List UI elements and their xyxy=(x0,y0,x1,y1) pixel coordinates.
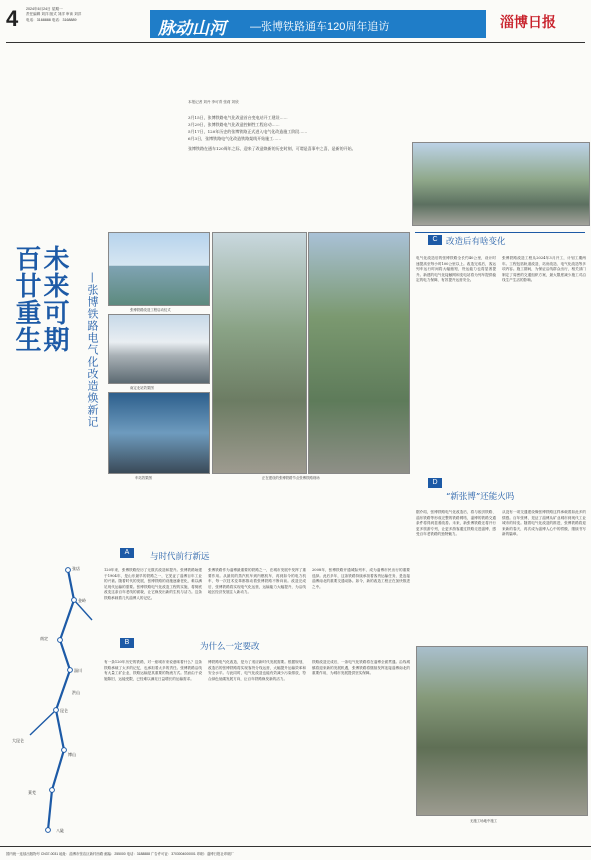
section-heading: 与时代前行新远 xyxy=(150,552,210,562)
meta-line: 责任编辑 刘洋 版式 刘洋 审读 刘洋 xyxy=(26,12,82,17)
station-dot xyxy=(72,598,77,603)
photo-caption: 张博铁路改造工程启动仪式 xyxy=(130,308,171,312)
map-station-label: 淄川 xyxy=(74,668,82,673)
section-heading: 为什么一定要改 xyxy=(200,642,260,652)
article-column: 据介绍，张博铁路电气化改造后，将与胶济铁路、淄东铁路等形成完整的铁路网络，淄博的铁路交通条件将得到显著改善。未来，新张博铁路还将开行更多旅游专列，让更多游客通过铁路走进淄博，感受百年老铁路的独特魅力。 xyxy=(416,510,496,537)
article-column: 铁路改造完成后，一条电气化铁路将在淄博全面贯通。沿线城镇将迎来新的发展机遇，张博铁路将继续发挥连接淄博南北的重要作用，为城市发展提供坚实保障。 xyxy=(312,660,410,676)
station-dot xyxy=(68,668,73,673)
article-column: 博铁路电气化改造，是为了适应新时代发展需要。根据规划，改造后的张博铁路将实现客货分线运营，大幅提升运输效率和安全水平。与此同时，电气化改造也能有效减少污染排放，符合绿色低碳发展方向，让百年铁路焕发新的活力。 xyxy=(208,660,306,681)
section-heading: 改造后有啥变化 xyxy=(446,237,506,247)
meta-line: 电话：3168888 电话：3168889 xyxy=(26,17,77,22)
station-dot xyxy=(58,638,63,643)
construction-photo xyxy=(212,232,307,474)
intro-line: 张博铁路在通车120周年之际，迎来了改造焕新的历史时刻，可谓是喜事中之喜，是新的开始。 xyxy=(188,146,356,151)
station-dot xyxy=(66,568,71,573)
map-station-label: 金岭 xyxy=(78,598,86,603)
section-mark: D xyxy=(428,478,442,488)
header-rule xyxy=(6,42,585,43)
track-photo xyxy=(416,646,588,816)
byline: 本报记者 刘丹 李可青 张莉 刘欣 xyxy=(188,100,239,104)
article-column: 电气化改造后的张博铁路全长约40公里，设计时速提高至每小时100公里以上。改造完成后，客运列车运行时间将大幅缩短，货运能力也将显著提升。新建的电气化接触网和变电站将为列车提供稳定的电力保障，有效提升运营安全。 xyxy=(416,256,496,283)
map-station-label: 莱芜 xyxy=(28,790,36,795)
photo-caption: 南定北站效果图 xyxy=(130,386,154,390)
station-rendering xyxy=(108,314,210,384)
ceremony-photo xyxy=(108,232,210,306)
station-dot xyxy=(62,748,67,753)
section-mark: A xyxy=(120,548,134,558)
article-column: 有一条120年历史的铁路，对一座城市来说意味着什么？这条铁路承载了太多的记忆，也承担着太多的责任。张博铁路沿线有大量工矿企业，铁路运输是其重要的物流方式。然而由于设施陈旧，运能受限，已经难以满足日益增长的运输需求。 xyxy=(104,660,202,681)
section-mark: B xyxy=(120,638,134,648)
section-mark: C xyxy=(428,235,442,245)
map-station-label: 博山 xyxy=(68,752,76,757)
map-station-label: 洪山 xyxy=(72,690,80,695)
newspaper-logo: 淄博日报 xyxy=(500,15,556,31)
photo-caption: 正在建设的张博铁路节点张博铁路现场 xyxy=(262,476,320,480)
route-map xyxy=(8,560,100,840)
article-column: 2008年，张博铁路开通城际列车，成为淄博市民出行的重要选择。此后多年，这条铁路持续承担着客货运输任务，是连接淄博南北的重要交通动脉。如今，新的改造工程正在加快推进之中。 xyxy=(312,568,410,589)
station-dot xyxy=(50,788,55,793)
banner-title: 脉动山河 xyxy=(158,19,226,39)
edition-meta xyxy=(26,7,146,23)
photo-caption: 无施工场地中施工 xyxy=(470,819,498,823)
map-station-label: 昆仑 xyxy=(60,708,68,713)
article-column: 从没有一项交通建设像张博铁路这样承载着如此多的情感。百年张博，见证了淄博从矿业城市到现代工业城市的转变。随着电气化改造的推进，张博铁路将迎来新的春天，再次成为淄博人心中的骄傲，继续书写新的篇章。 xyxy=(502,510,586,537)
map-station-label: 张店 xyxy=(72,566,80,571)
city-rail-photo xyxy=(412,142,590,226)
map-station-label: 南定 xyxy=(40,636,48,641)
intro-line: 3月29日，张博铁路电气化改造控制性工程启动…… xyxy=(188,122,280,127)
map-station-label: 大昆仑 xyxy=(12,738,24,743)
page-number: 4 xyxy=(6,6,19,31)
intro-line: 5月17日，120年历史的张博铁路正式进入电气化改造施工阶段…… xyxy=(188,129,308,134)
photo-caption: 车站效果图 xyxy=(135,476,152,480)
banner-subtitle: —张博铁路通车120周年追访 xyxy=(250,21,390,33)
section-heading: “新张博”还能火吗 xyxy=(446,492,515,502)
station-dot xyxy=(46,828,51,833)
section-rule xyxy=(415,232,585,233)
railway-aerial-photo xyxy=(308,232,410,474)
station-dot xyxy=(54,708,59,713)
station-night-rendering xyxy=(108,392,210,474)
headline-part-1: 百廿重生 xyxy=(11,245,41,353)
branch-line xyxy=(30,710,56,735)
page-footer: 国内统一连续出版物号 CN37-0031 地址：淄博市张店区新村西路 邮编：255000 电话：3188888 广告许可证：3703004000001 印刷：淄博日报社印刷厂 xyxy=(0,846,591,860)
intro-line: 3月15日，张博铁路电气化改造首台变电站开工建设…… xyxy=(188,115,288,120)
article-column: 张博铁路改造工程从2024年3月开工，计划工期两年。工程包括轨道改造、站房改造、电气化改造等多项内容。施工期间，为保证沿线群众出行，相关部门制定了周密的交通组织方案，最大限度减少施工对沿线生产生活的影响。 xyxy=(502,256,586,283)
intro-line: 6月3日，张博铁路电气化改造铁路架线开始施工…… xyxy=(188,136,282,141)
headline-subtitle: —张博铁路电气化改造焕新记 xyxy=(86,272,99,428)
map-station-label: 八陡 xyxy=(56,828,64,833)
meta-line: 2024年6月24日 星期一 xyxy=(26,7,63,11)
article-column: 120年来，张博铁路经历了无数次改造和提升。张博铁路始建于1904年，是山东最早的铁路之一，它见证了淄博百年工业的兴衰。随着时代的发展，张博铁路的设施逐渐老化，难以满足现代运输的需要。张博铁路电气化改造工程的实施，将彻底改变这条百年老线的面貌，让它焕发出新的生机与活力。这条铁路承载着几代淄博人的记忆。 xyxy=(104,568,202,600)
headline-part-2: 未来可期 xyxy=(39,245,69,353)
article-column: 张博铁路作为淄博最重要的铁路之一，在城市发展中发挥了重要作用。从最初的蒸汽机车到内燃机车，再到如今的电力机车，每一次技术变革都推动着张博铁路不断向前。改造完成后，张博铁路将实现电气化运营，运输能力大幅提升，为沿线地区经济发展注入新动力。 xyxy=(208,568,306,595)
